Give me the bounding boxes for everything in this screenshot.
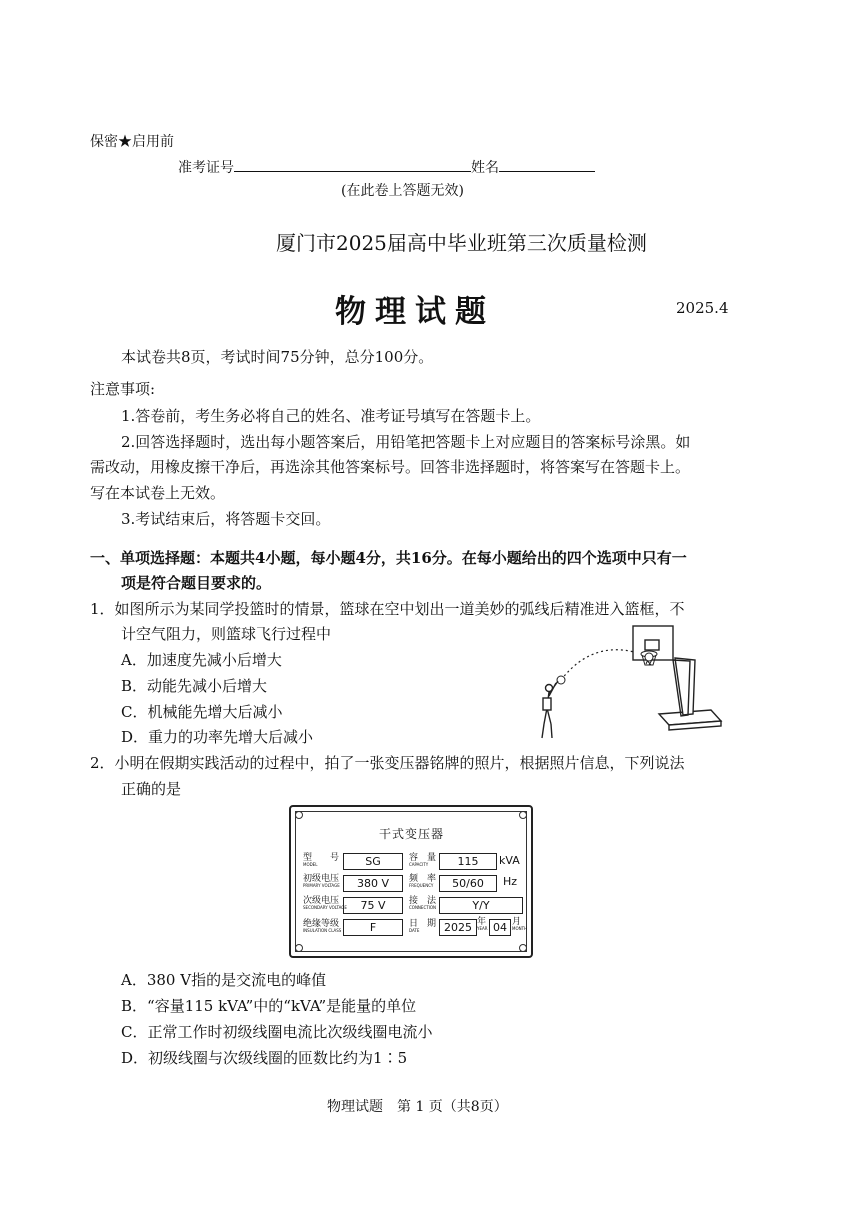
player-figure [542, 681, 558, 738]
q1-stem-line-2: 计空气阻力，则篮球飞行过程中 [121, 625, 332, 643]
page-footer: 物理试题 第 1 页（共8页） [327, 1099, 508, 1115]
exam-subtitle: 厦门市2025届高中毕业班第三次质量检测 [276, 231, 647, 255]
note-2-line-3: 写在本试卷上无效。 [90, 484, 226, 502]
connection-value: Y/Y [439, 897, 523, 914]
q1-option-a: A．加速度先减小后增大 [121, 651, 282, 669]
model-label: 型 号 MODEL [303, 853, 340, 867]
capacity-label: 容 量 CAPACITY [409, 853, 437, 867]
note-2-line-2: 需改动，用橡皮擦干净后，再选涂其他答案标号。回答非选择题时，将答案写在答题卡上。 [90, 458, 691, 476]
name-label: 姓名 [471, 160, 499, 176]
basketball-shot-illustration [525, 618, 725, 743]
capacity-unit: kVA [499, 854, 520, 867]
q2-option-b: B．“容量115 kVA”中的“kVA”是能量的单位 [121, 997, 417, 1015]
note-1: 1.答卷前，考生务必将自己的姓名、准考证号填写在答题卡上。 [121, 407, 541, 425]
frequency-unit: Hz [503, 875, 518, 888]
page-title: 物理试题 [335, 294, 495, 330]
q1-option-d: D．重力的功率先增大后减小 [121, 728, 314, 746]
connection-label: 接 法 CONNECTION [409, 896, 437, 910]
secondary-voltage-value: 75 V [343, 897, 403, 914]
section-heading-line-1: 一、单项选择题：本题共4小题，每小题4分，共16分。在每小题给出的四个选项中只有一 [90, 549, 687, 567]
exam-id-row [178, 157, 595, 177]
capacity-value: 115 [439, 853, 497, 870]
secondary-voltage-label: 次级电压 SECONDARY VOLTAGE [303, 896, 347, 910]
note-2-line-1: 2.回答选择题时，选出每小题答案后，用铅笔把答题卡上对应题目的答案标号涂黑。如 [121, 433, 691, 451]
ball-at-hoop-icon [645, 653, 653, 661]
year-marker: 年 YEAR [477, 917, 488, 931]
q2-option-a: A．380 V指的是交流电的峰值 [121, 971, 327, 989]
transformer-nameplate [289, 805, 533, 958]
confidential-label: 保密★启用前 [90, 134, 174, 150]
month-marker: 月 MONTH [512, 917, 528, 931]
frequency-label: 频 率 FREQUENCY [409, 874, 437, 888]
date-month-value: 04 [489, 919, 511, 936]
q2-option-c: C．正常工作时初级线圈电流比次级线圈电流小 [121, 1023, 433, 1041]
model-value: SG [343, 853, 403, 870]
section-heading-line-2: 项是符合题目要求的。 [121, 574, 272, 592]
insulation-class-label: 绝缘等级 INSULATION CLASS [303, 919, 342, 933]
screw-icon [295, 811, 303, 819]
date-year-value: 2025 [439, 919, 477, 936]
nameplate-title: 干式变压器 [379, 827, 445, 841]
notes-heading: 注意事项: [90, 380, 156, 398]
screw-icon [295, 944, 303, 952]
insulation-class-value: F [343, 919, 403, 936]
q1-option-b: B．动能先减小后增大 [121, 677, 268, 695]
screw-icon [519, 944, 527, 952]
basketball-icon [557, 676, 565, 684]
invalid-note: (在此卷上答题无效) [341, 183, 464, 199]
hoop-stand [633, 626, 721, 730]
primary-voltage-label: 初级电压 PRIMARY VOLTAGE [303, 874, 340, 888]
q2-stem-line-1: 2．小明在假期实践活动的过程中，拍了一张变压器铭牌的照片，根据照片信息，下列说法 [90, 754, 685, 772]
intro-text: 本试卷共8页，考试时间75分钟，总分100分。 [121, 348, 434, 366]
date-label: 日 期 DATE [409, 919, 437, 933]
screw-icon [519, 811, 527, 819]
frequency-value: 50/60 [439, 875, 497, 892]
note-3: 3.考试结束后，将答题卡交回。 [121, 510, 331, 528]
q2-option-d: D．初级线圈与次级线圈的匝数比约为1∶5 [121, 1049, 408, 1067]
q2-stem-line-2: 正确的是 [121, 780, 182, 798]
name-blank [499, 157, 595, 172]
primary-voltage-value: 380 V [343, 875, 403, 892]
q1-stem-line-1: 1．如图所示为某同学投篮时的情景，篮球在空中划出一道美妙的弧线后精准进入篮框，不 [90, 600, 685, 618]
exam-id-blank [234, 157, 471, 172]
exam-id-label: 准考证号 [178, 160, 234, 176]
q1-option-c: C．机械能先增大后减小 [121, 703, 283, 721]
exam-date: 2025.4 [676, 299, 729, 317]
